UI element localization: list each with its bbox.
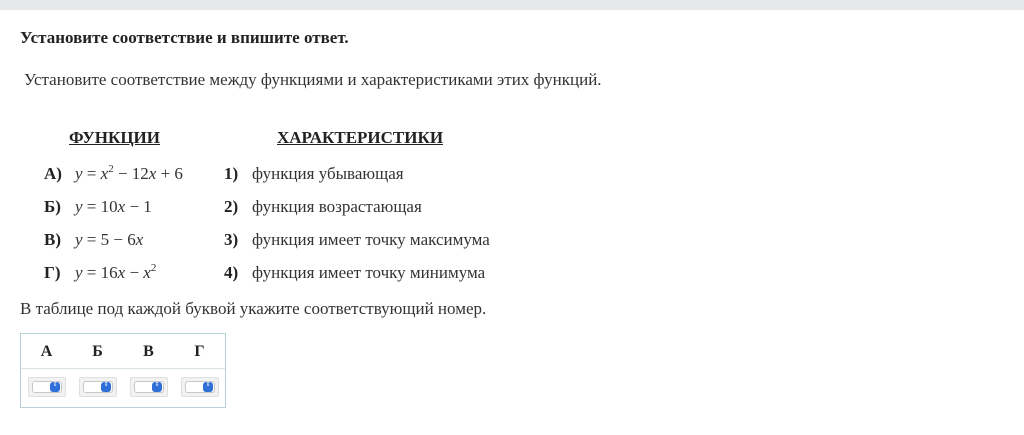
- formula-text: 10: [100, 197, 118, 216]
- formula-var: y: [75, 230, 83, 249]
- answer-select-g[interactable]: [181, 377, 219, 397]
- spinner-icon[interactable]: ⇕: [50, 382, 60, 392]
- answer-header-v: В: [143, 343, 154, 360]
- function-letter: Г): [44, 263, 61, 282]
- formula-var: x: [135, 230, 144, 249]
- characteristic-text: функция имеет точку максимума: [252, 230, 490, 249]
- function-formula: [75, 230, 143, 250]
- formula-var: x: [148, 164, 157, 183]
- select-box[interactable]: [185, 381, 215, 393]
- formula-var: x: [143, 263, 151, 282]
- formula-text: −: [125, 263, 144, 282]
- formula-exponent: 2: [108, 163, 114, 175]
- function-letter: Б): [44, 197, 61, 216]
- select-box[interactable]: [134, 381, 164, 393]
- formula-var: y: [75, 164, 83, 183]
- function-letter: В): [44, 230, 61, 249]
- characteristics-header: ХАРАКТЕРИСТИКИ: [277, 128, 444, 147]
- formula-exponent: 2: [150, 262, 157, 274]
- characteristic-number: 1): [224, 164, 239, 183]
- spinner-icon[interactable]: ⇕: [101, 382, 111, 392]
- task-intro: Установите соответствие между функциями и характеристиками этих функций.: [24, 70, 602, 89]
- match-row-b: [0, 197, 1024, 221]
- table-divider: [21, 368, 225, 369]
- function-letter: А): [44, 164, 62, 183]
- answer-select-b[interactable]: [79, 377, 117, 397]
- formula-text: + 6: [156, 164, 183, 183]
- match-row-a: [0, 164, 1024, 188]
- function-formula: [75, 197, 152, 217]
- answer-instruction: В таблице под каждой буквой укажите соответствующий номер.: [20, 299, 487, 318]
- answer-select-v[interactable]: [130, 377, 168, 397]
- formula-text: − 1: [125, 197, 152, 216]
- answer-table: [20, 333, 226, 408]
- select-box[interactable]: [83, 381, 113, 393]
- function-formula: [75, 164, 183, 184]
- formula-text: 16: [100, 263, 118, 282]
- characteristic-text: функция имеет точку минимума: [252, 263, 486, 282]
- formula-text: =: [82, 164, 101, 183]
- answer-header-g: Г: [194, 343, 205, 360]
- formula-var: x: [117, 263, 126, 282]
- formula-text: 5 − 6: [100, 230, 136, 249]
- characteristic-number: 4): [224, 263, 239, 282]
- characteristic-text: функция убывающая: [252, 164, 404, 183]
- formula-text: =: [82, 263, 101, 282]
- match-row-g: [0, 263, 1024, 287]
- answer-header-a: А: [40, 343, 53, 360]
- spinner-icon[interactable]: ⇕: [152, 382, 162, 392]
- top-bar: [0, 0, 1024, 10]
- formula-var: y: [75, 263, 83, 282]
- characteristic-text: функция возрастающая: [252, 197, 422, 216]
- formula-var: x: [100, 164, 109, 183]
- functions-header: ФУНКЦИИ: [69, 128, 161, 147]
- characteristic-number: 2): [224, 197, 239, 216]
- function-formula: [75, 263, 156, 283]
- formula-text: =: [82, 197, 101, 216]
- answer-select-a[interactable]: [28, 377, 66, 397]
- spinner-icon[interactable]: ⇕: [203, 382, 213, 392]
- answer-header-b: Б: [92, 343, 103, 360]
- formula-var: y: [75, 197, 83, 216]
- characteristic-number: 3): [224, 230, 239, 249]
- select-box[interactable]: [32, 381, 62, 393]
- match-row-v: [0, 230, 1024, 254]
- task-heading: Установите соответствие и впишите ответ.: [20, 28, 349, 47]
- formula-text: − 12: [113, 164, 149, 183]
- formula-var: x: [117, 197, 126, 216]
- formula-text: =: [82, 230, 101, 249]
